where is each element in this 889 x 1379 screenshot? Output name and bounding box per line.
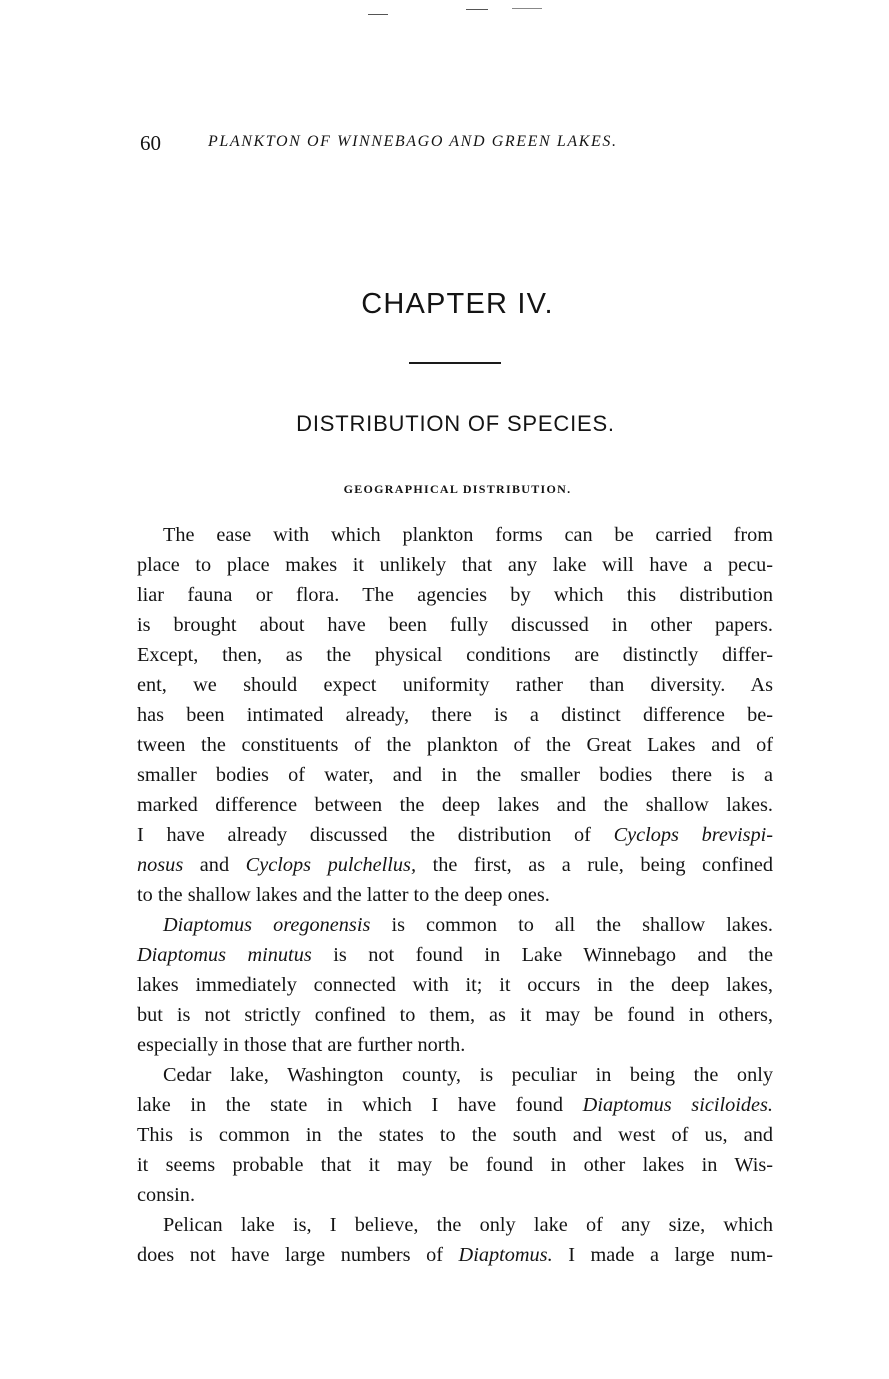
- text-line: has been intimated already, there is a distinct difference be-: [137, 704, 773, 726]
- species-name: nosus: [137, 854, 184, 876]
- text-line: [137, 1240, 773, 1270]
- section-title: DISTRIBUTION OF SPECIES.: [296, 411, 615, 436]
- text-line: Pelican lake is, I believe, the only lake of any size, which: [163, 1214, 773, 1236]
- running-head: [140, 131, 710, 157]
- text-line: [137, 910, 773, 940]
- species-name: Diaptomus oregonensis: [163, 914, 371, 936]
- running-title: PLANKTON OF WINNEBAGO AND GREEN LAKES.: [208, 133, 618, 150]
- subsection-title: GEOGRAPHICAL DISTRIBUTION.: [343, 482, 572, 496]
- text-run: and: [199, 854, 230, 876]
- scan-mark: [512, 8, 542, 9]
- species-name: Cyclops pulchellus,: [245, 854, 417, 876]
- text-run: I made a large num-: [568, 1244, 774, 1266]
- text-line: Except, then, as the physical conditions are distinctly differ-: [137, 644, 773, 666]
- paragraph: [137, 1060, 773, 1210]
- text-line: [137, 850, 773, 880]
- text-line: liar fauna or flora. The agencies by which this distribution: [137, 584, 773, 606]
- text-run: lake in the state in which I have found: [137, 1094, 564, 1116]
- text-line: [137, 940, 773, 970]
- chapter-title: CHAPTER IV.: [361, 288, 554, 320]
- text-line: This is common in the states to the south and west of us, and: [137, 1124, 773, 1146]
- text-line: but is not strictly confined to them, as it may be found in others,: [137, 1004, 773, 1026]
- text-line: place to place makes it unlikely that any lake will have a pecu-: [137, 554, 773, 576]
- text-line: ent, we should expect uniformity rather than diversity. As: [137, 674, 773, 696]
- scan-mark: [466, 9, 488, 10]
- text-line: is brought about have been fully discussed in other papers.: [137, 614, 773, 636]
- text-line: tween the constituents of the plankton of the Great Lakes and of: [137, 734, 773, 756]
- text-line: marked difference between the deep lakes and the shallow lakes.: [137, 794, 773, 816]
- text-line: lakes immediately connected with it; it occurs in the deep lakes,: [137, 974, 773, 996]
- species-name: Diaptomus siciloides.: [582, 1094, 773, 1116]
- species-name: Cyclops brevispi-: [613, 824, 773, 846]
- text-run: does not have large numbers of: [137, 1244, 443, 1266]
- text-line: [137, 820, 773, 850]
- paragraph: [137, 520, 773, 910]
- species-name: Diaptomus.: [458, 1244, 553, 1266]
- species-name: Diaptomus minutus: [137, 944, 312, 966]
- text-line: to the shallow lakes and the latter to the deep ones.: [137, 884, 550, 906]
- text-line: The ease with which plankton forms can be carried from: [163, 524, 773, 546]
- text-line: [137, 1090, 773, 1120]
- text-line: consin.: [137, 1184, 196, 1206]
- paragraph: [137, 910, 773, 1060]
- text-line: Cedar lake, Washington county, is peculiar in being the only: [163, 1064, 773, 1086]
- paragraph: [137, 1210, 773, 1270]
- page-number: 60: [140, 131, 161, 155]
- body-text: [137, 520, 773, 1270]
- text-run: is not found in Lake Winnebago and the: [333, 944, 773, 966]
- text-run: the first, as a rule, being confined: [432, 854, 774, 876]
- scan-mark: [368, 14, 388, 15]
- text-line: especially in those that are further north.: [137, 1034, 466, 1056]
- chapter-rule: [409, 362, 501, 364]
- text-line: smaller bodies of water, and in the smaller bodies there is a: [137, 764, 773, 786]
- text-run: I have already discussed the distribution of: [137, 824, 591, 846]
- text-run: is common to all the shallow lakes.: [391, 914, 773, 936]
- text-line: it seems probable that it may be found in other lakes in Wis-: [137, 1154, 773, 1176]
